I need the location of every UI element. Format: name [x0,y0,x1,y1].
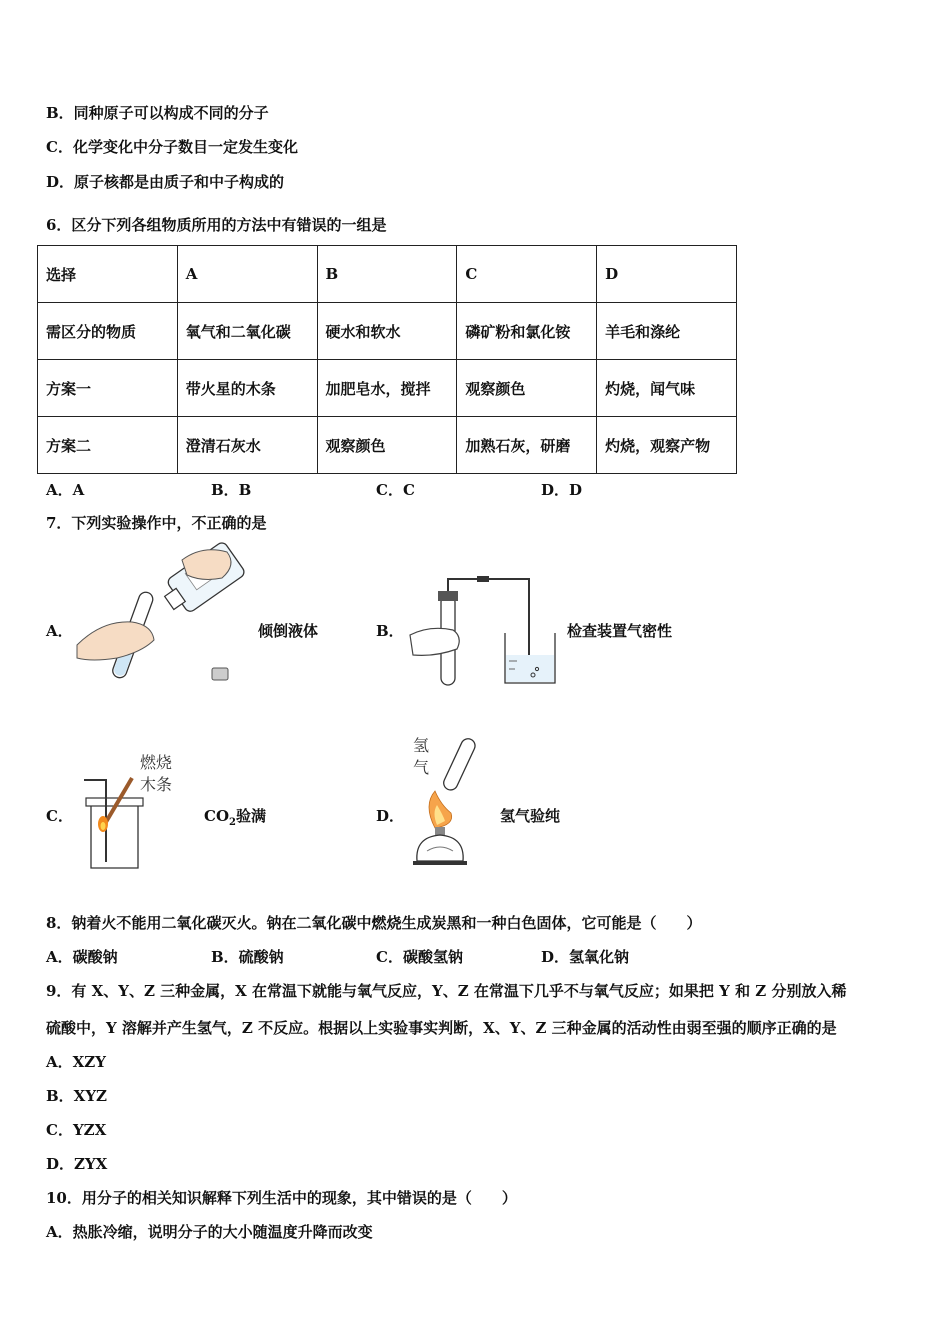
fig-label-burning: 燃烧 [140,753,173,772]
q7-option-d-letter: D． [376,807,405,825]
q7-option-a-caption: 倾倒液体 [258,622,319,640]
q7-option-d-caption: 氢气验纯 [500,807,561,825]
table-cell: 需区分的物质 [38,303,178,360]
table-cell: 加肥皂水，搅拌 [317,360,457,417]
table-cell: 带火星的木条 [177,360,317,417]
q5-option-c: C．化学变化中分子数目一定发生变化 [46,138,298,156]
q5-option-b: B．同种原子可以构成不同的分子 [46,104,269,122]
table-cell: 磷矿粉和氯化铵 [457,303,597,360]
q7-stem: 7．下列实验操作中，不正确的是 [46,514,267,532]
q8-option-b: B．硫酸钠 [211,948,284,966]
table-cell: 观察颜色 [457,360,597,417]
q9-option-b: B．XYZ [46,1087,107,1105]
table-cell: C [457,246,597,303]
q6-stem: 6．区分下列各组物质所用的方法中有错误的一组是 [46,216,387,234]
q6-option-a: A．A [46,481,85,499]
table-cell: 澄清石灰水 [177,417,317,474]
q9-option-d: D．ZYX [46,1155,108,1173]
q9-stem-line-2: 硫酸中，Y 溶解并产生氢气，Z 不反应。根据以上实验事实判断，X、Y、Z 三种金属的活动性由弱至强的顺序正确的是 [46,1019,837,1037]
q8-option-a: A．碳酸钠 [46,948,118,966]
q5-option-d: D．原子核都是由质子和中子构成的 [46,173,285,191]
q7-option-b-caption: 检查装置气密性 [567,622,673,640]
q9-stem-line-1: 9．有 X、Y、Z 三种金属，X 在常温下就能与氧气反应，Y、Z 在常温下几乎不与氧气反应；如果把 Y 和 Z 分别放入稀 [46,982,847,1000]
table-row [38,417,737,474]
table-cell: 观察颜色 [317,417,457,474]
q6-table [37,245,737,474]
table-cell: A [177,246,317,303]
co2-tail: 验满 [235,807,266,825]
co2-subscript: 2 [229,817,236,828]
table-cell: B [317,246,457,303]
q8-option-c: C．碳酸氢钠 [376,948,463,966]
fig-label-hydrogen-1: 氢 [413,736,430,755]
pour-liquid-figure [72,540,247,690]
q8-option-d: D．氢氧化钠 [541,948,630,966]
co2-text: CO [204,807,230,825]
table-cell: 选择 [38,246,178,303]
fig-label-hydrogen-2: 气 [413,758,430,777]
airtightness-check-figure [405,575,565,690]
table-cell: 方案二 [38,417,178,474]
fig-label-stick: 木条 [140,775,173,794]
q7-option-c-letter: C． [46,807,73,825]
table-row [38,360,737,417]
table-row [38,246,737,303]
table-cell: 加熟石灰，研磨 [457,417,597,474]
q7-option-b-letter: B． [376,622,404,640]
q7-option-c-caption [204,805,266,828]
table-cell: 灼烧，观察产物 [597,417,737,474]
table-cell: D [597,246,737,303]
table-cell: 羊毛和涤纶 [597,303,737,360]
q10-stem: 10．用分子的相关知识解释下列生活中的现象，其中错误的是（ ） [46,1189,517,1207]
table-cell: 氧气和二氧化碳 [177,303,317,360]
table-cell: 灼烧，闻气味 [597,360,737,417]
q9-option-c: C．YZX [46,1121,107,1139]
q6-option-c: C．C [376,481,415,499]
table-cell: 硬水和软水 [317,303,457,360]
q6-option-b: B．B [211,481,252,499]
hydrogen-purity-figure [405,733,495,870]
co2-full-check-figure [76,750,186,872]
q8-stem: 8．钠着火不能用二氧化碳灭火。钠在二氧化碳中燃烧生成炭黑和一种白色固体，它可能是（ ） [46,914,702,932]
table-cell: 方案一 [38,360,178,417]
table-row [38,303,737,360]
q6-option-d: D．D [541,481,583,499]
q10-option-a: A．热胀冷缩，说明分子的大小随温度升降而改变 [46,1223,373,1241]
q7-option-a-letter: A． [46,622,73,640]
q9-option-a: A．XZY [46,1053,106,1071]
